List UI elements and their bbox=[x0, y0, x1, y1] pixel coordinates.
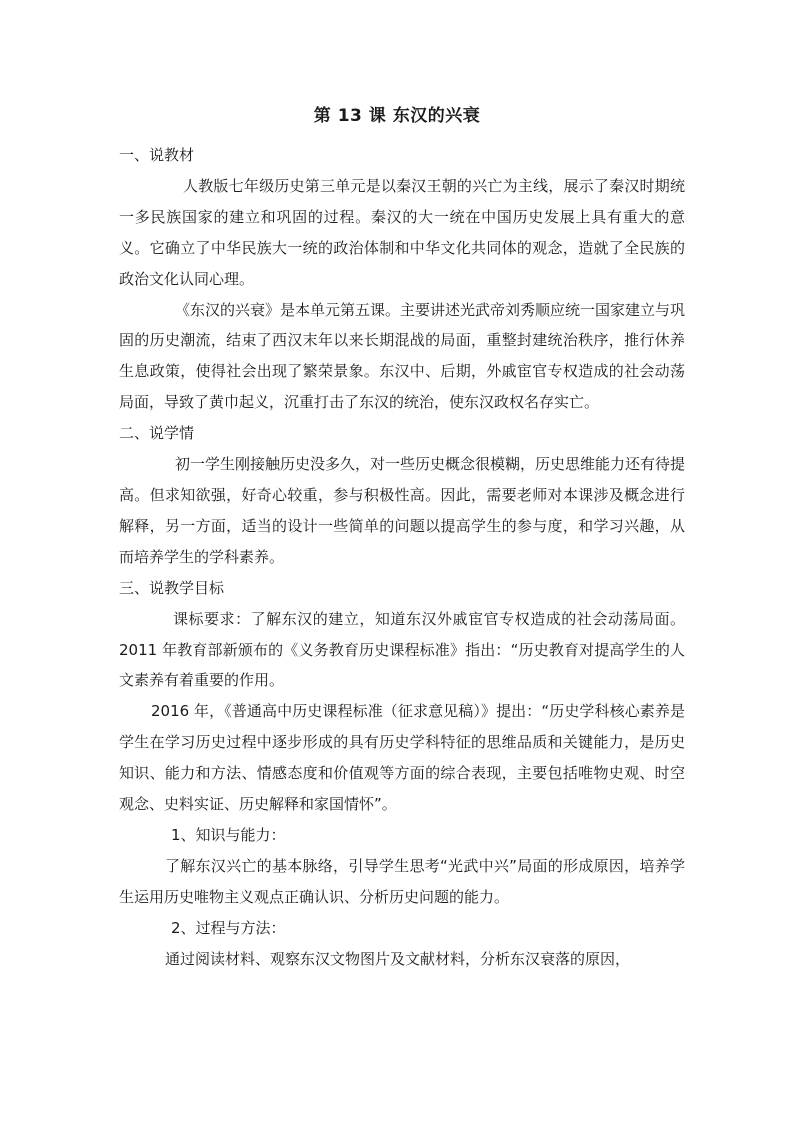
paragraph-curriculum-requirement: 课标要求：了解东汉的建立，知道东汉外戚宦官专权造成的社会动荡局面。2011 年教育部新颁布的《义务教育历史课程标准》指出：“历史教育对提高学生的人文素养有着重要的作用。 bbox=[119, 609, 685, 690]
subheading-process-method: 2、过程与方法： bbox=[171, 918, 286, 937]
paragraph-textbook-overview: 人教版七年级历史第三单元是以秦汉王朝的兴亡为主线，展示了秦汉时期统一多民族国家的建立和巩固的过程。秦汉的大一统在中国历史发展上具有重大的意义。它确立了中华民族大一统的政治体制和中华文化共同体的观念，造就了全民族的政治文化认同心理。 bbox=[119, 176, 685, 288]
page-title: 第 13 课 东汉的兴衰 bbox=[313, 106, 481, 126]
paragraph-student-analysis: 初一学生刚接触历史没多久，对一些历史概念很模糊，历史思维能力还有待提高。但求知欲强，好奇心较重，参与积极性高。因此，需要老师对本课涉及概念进行解释，另一方面，适当的设计一些简单的问题以提高学生的参与度，和学习兴趣，从而培养学生的学科素养。 bbox=[119, 455, 686, 566]
paragraph-lesson-summary: 《东汉的兴衰》是本单元第五课。主要讲述光武帝刘秀顺应统一国家建立与巩固的历史潮流，结束了西汉末年以来长期混战的局面，重整封建统治秩序，推行休养生息政策，使得社会出现了繁荣景象。东汉中、后期，外戚宦官专权造成的社会动荡局面，导致了黄巾起义，沉重打击了东汉的统治，使东汉政权名存实亡。 bbox=[119, 300, 686, 412]
section-heading-students: 二、说学情 bbox=[119, 424, 195, 443]
paragraph-curriculum-standard: 2016 年，《普通高中历史课程标准（征求意见稿）》提出：“历史学科核心素养是学生在学习历史过程中逐步形成的具有历史学科特征的思维品质和关键能力，是历史知识、能力和方法、情感态度和价值观等方面的综合表现，主要包括唯物史观、时空观念、史料实证、历史解释和家国情怀”。 bbox=[119, 702, 685, 814]
document-body bbox=[119, 140, 685, 974]
paragraph-knowledge-ability: 了解东汉兴亡的基本脉络，引导学生思考“光武中兴”局面的形成原因，培养学生运用历史唯物主义观点正确认识、分析历史问题的能力。 bbox=[119, 856, 685, 906]
paragraph-process-method: 通过阅读材料、观察东汉文物图片及文献材料，分析东汉衰落的原因， bbox=[165, 949, 631, 968]
section-heading-textbook: 一、说教材 bbox=[119, 146, 195, 164]
subheading-knowledge-ability: 1、知识与能力： bbox=[171, 825, 286, 844]
section-heading-objectives: 三、说教学目标 bbox=[119, 578, 225, 597]
